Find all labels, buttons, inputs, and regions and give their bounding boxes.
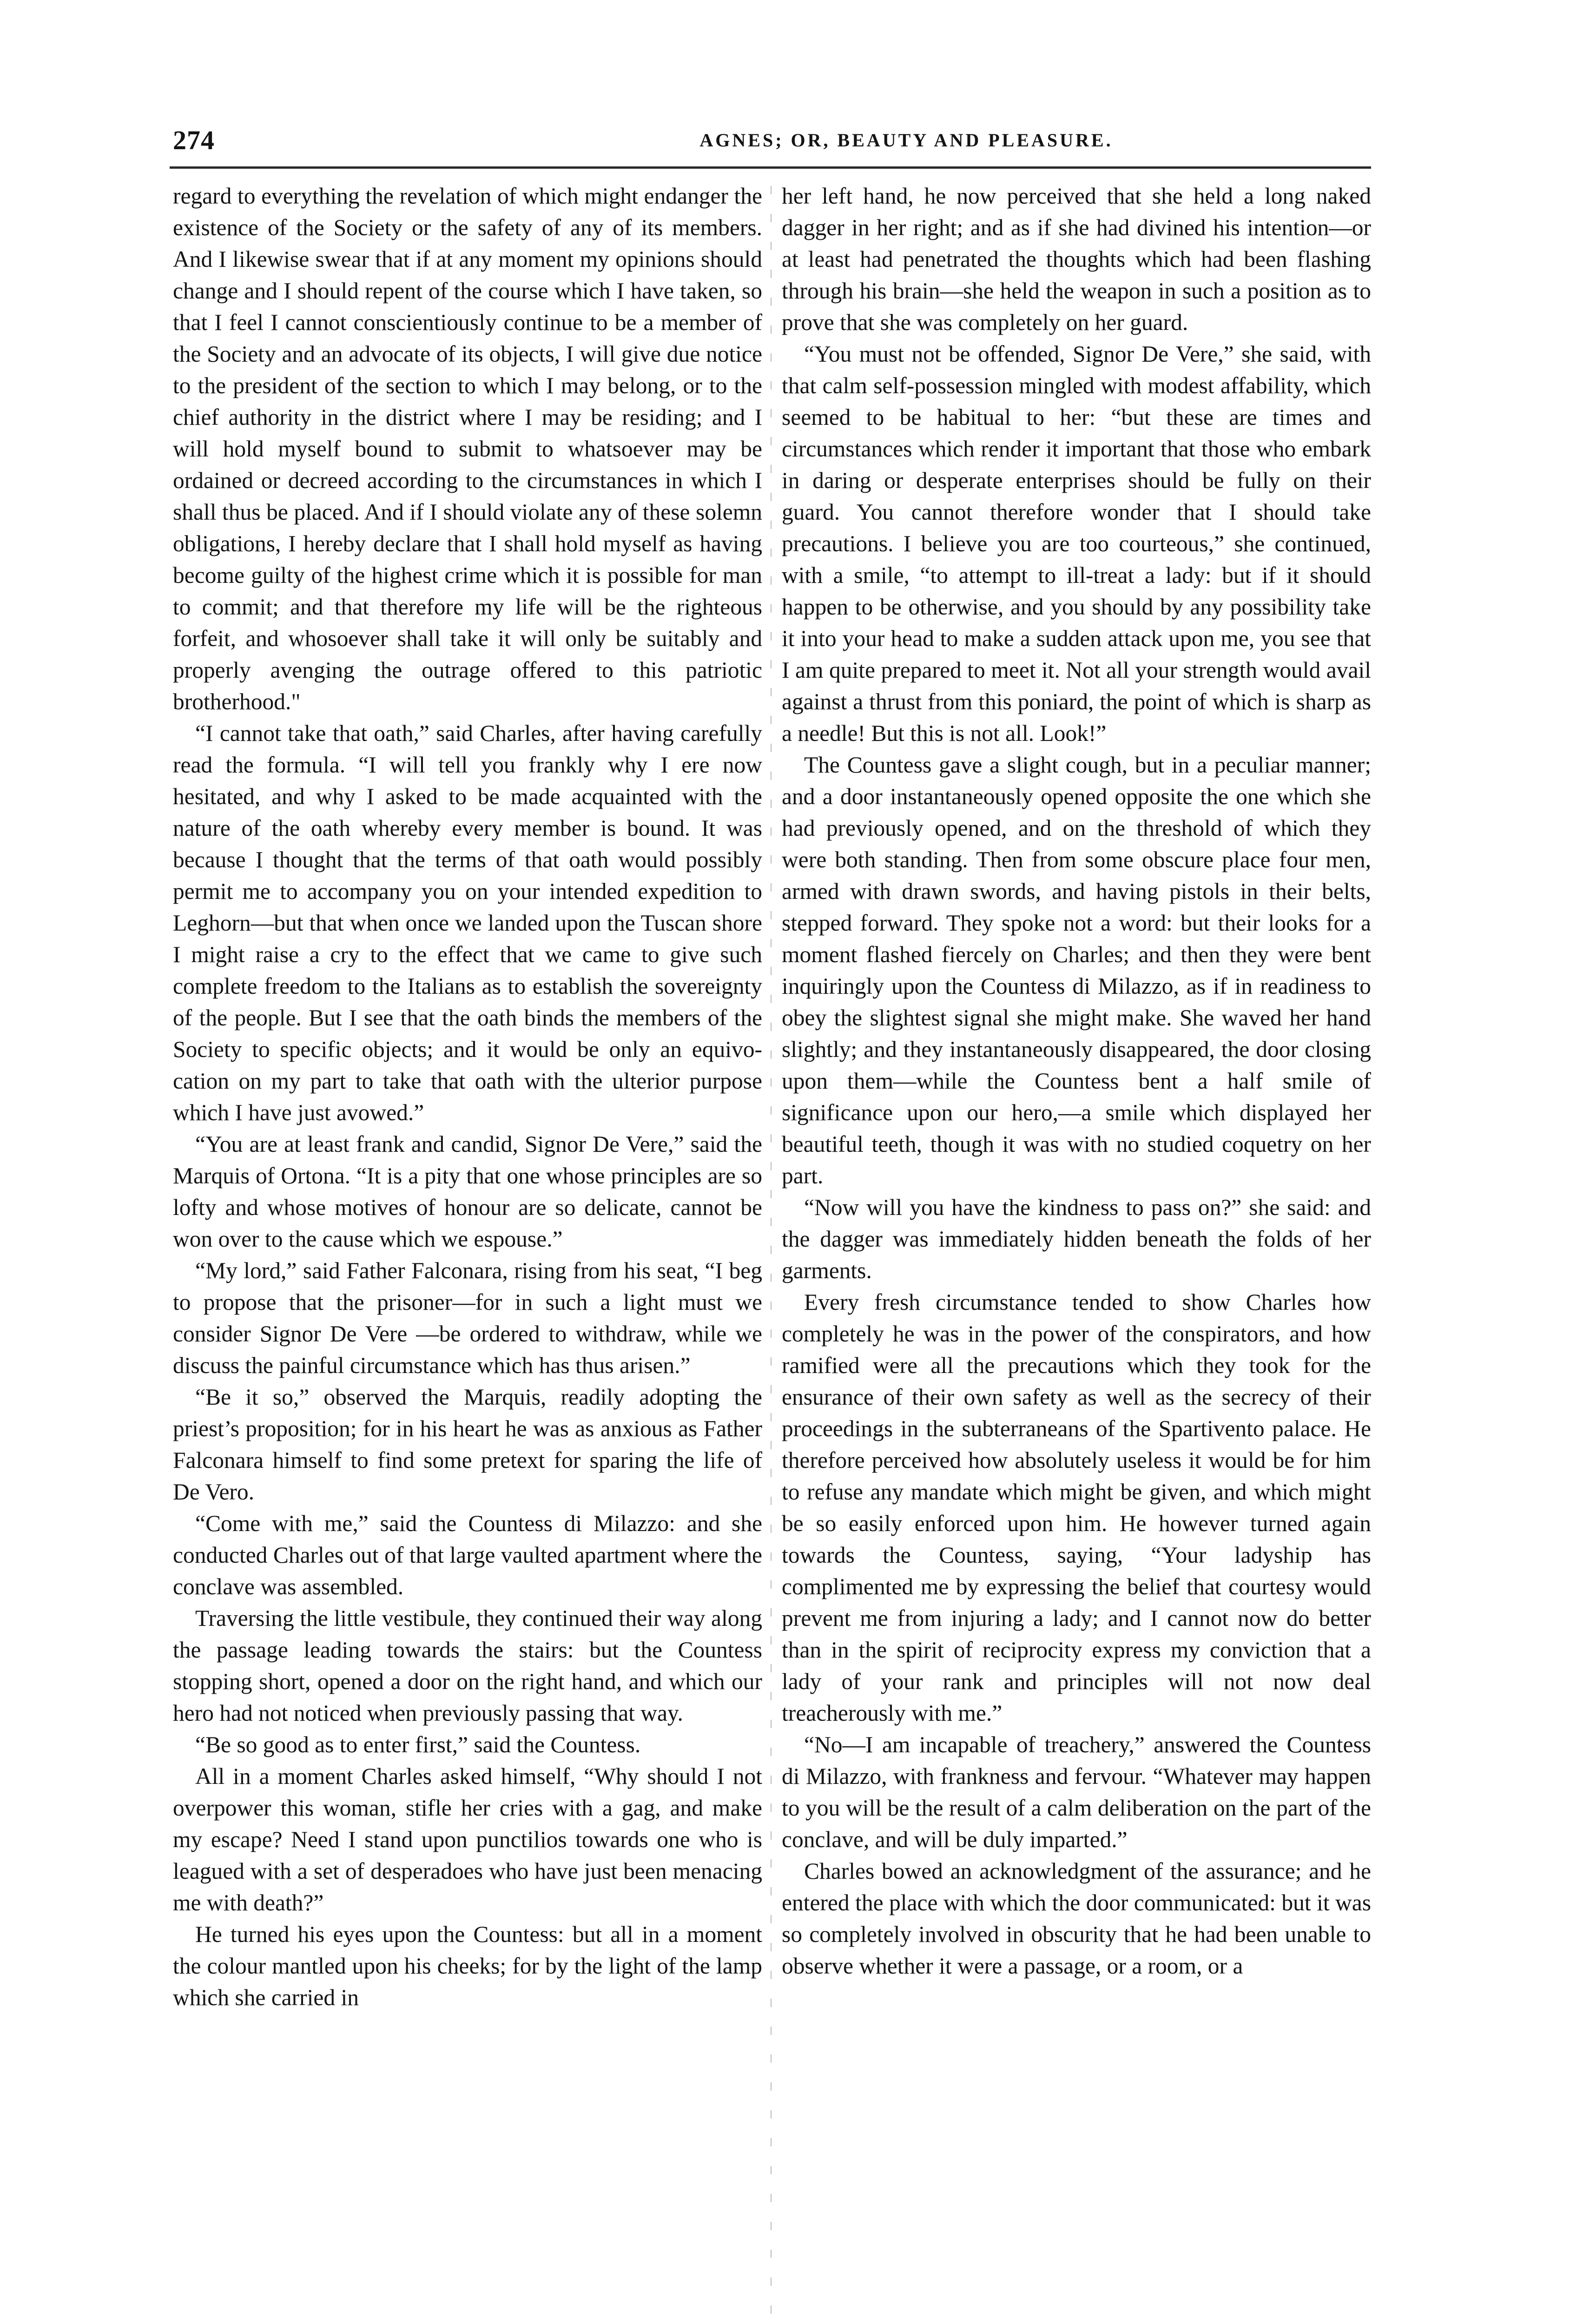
paragraph: All in a moment Charles asked himself, “Why should I not overpower this woman, stifle her cries with a gag, and make my escape? Need I stand upon punctilios towards one who is leagued with a set of desperadoes who have just been menacing me with death?” [173, 1763, 762, 1915]
page-number: 274 [173, 125, 215, 155]
paragraph: Traversing the little vestibule, they continued their way along the passage leading towards the stairs: but the Countess stopping short, opened a door on the right hand, and which our hero had not noticed when previously passing that way. [173, 1605, 762, 1726]
header-rule [170, 166, 1371, 169]
paragraph: “Now will you have the kindness to pass on?” she said: and the dagger was immediately hidden beneath the folds of her garments. [782, 1195, 1371, 1283]
paragraph: “Be so good as to enter first,” said the Countess. [195, 1732, 641, 1757]
paragraph: Charles bowed an acknowledgment of the assurance; and he entered the place with which the door communicated: but it was so completely involved in obscurity that he had been unable to observe whether it were a passage, or a room, or a [782, 1858, 1371, 1979]
paragraph: “I cannot take that oath,” said Charles, after having carefully read the formula. “I will tell you frankly why I ere now hesitated, and why I asked to be made acquainted with the nature of the oath whereby every member is bound. It was because I thought that the terms of that oath would possibly permit me to accompany you on your intended expedition to Leghorn—but that when once we landed upon the Tuscan shore I might raise a cry to the effect that we came to give such complete freedom to the Italians as to establish the sovereignty of the people. But I see that the oath binds the members of the Society to specific objects; and it would be only an equivocation on my part to take that oath with the ulterior purpose which I have just avowed.” [173, 720, 762, 1125]
right-column [782, 180, 1371, 1982]
paragraph: “Come with me,” said the Countess di Milazzo: and she conducted Charles out of that large vaulted apartment where the conclave was assembled. [173, 1511, 762, 1599]
paragraph: “You must not be offended, Signor De Vere,” she said, with that calm self-possession mingled with modest affability, which seemed to be habitual to her: “but these are times and circumstances which render it important that those who embark in daring or desperate enterprises should be fully on their guard. You cannot therefore wonder that I should take precautions. I believe you are too courteous,” she continued, with a smile, “to attempt to ill-treat a lady: but if it should happen to be otherwise, and you should by any possibility take it into your head to make a sudden attack upon me, you see that I am quite prepared to meet it. Not all your strength would avail against a thrust from this poniard, the point of which is sharp as a needle! But this is not all. Look!” [782, 341, 1371, 746]
paragraph: “You are at least frank and candid, Signor De Vere,” said the Marquis of Ortona. “It is a pity that one whose principles are so lofty and whose motives of honour are so delicate, cannot be won over to the cause which we espouse.” [173, 1131, 762, 1252]
column-divider [771, 186, 772, 2324]
running-title: AGNES; OR, BEAUTY AND PLEASURE. [699, 130, 1113, 151]
paragraph: regard to everything the revelation of which might endanger the existence of the Society or the safety of any of its members. And I likewise swear that if at any moment my opinions should change and I should repent of the course which I have taken, so that I feel I cannot conscientiously continue to be a member of the Society and an advocate of its objects, I will give due notice to the president of the section to which I may belong, or to the chief authority in the district where I may be residing; and I will hold myself bound to submit to whatsoever may be ordained or decreed according to the circumstances in which I shall thus be placed. And if I should violate any of these solemn obligations, I hereby declare that I shall hold myself as having become guilty of the highest crime which it is possible for man to commit; and that therefore my life will be the righteous forfeit, and whosoever shall take it will only be suitably and properly avenging the outrage offered to this patriotic brotherhood." [173, 183, 762, 714]
paragraph: “Be it so,” observed the Marquis, readily adopting the priest’s proposition; for in his heart he was as anxious as Father Falconara himself to find some pretext for sparing the life of De Vero. [173, 1384, 762, 1505]
paragraph: He turned his eyes upon the Countess: but all in a moment the colour mantled upon his cheeks; for by the light of the lamp which she carried in [173, 1921, 762, 2010]
paragraph: “No—I am incapable of treachery,” answered the Countess di Milazzo, with frankness and fervour. “Whatever may happen to you will be the result of a calm deliberation on the part of the conclave, and will be duly imparted.” [782, 1732, 1371, 1852]
paragraph: Every fresh circumstance tended to show Charles how completely he was in the power of the conspirators, and how ramified were all the precautions which they took for the ensurance of their own safety as well as the secrecy of their proceedings in the subterraneans of the Spartivento palace. He therefore perceived how absolutely useless it would be for him to refuse any mandate which might be given, and which might be so easily enforced upon him. He however turned again towards the Countess, saying, “Your ladyship has complimented me by expressing the belief that courtesy would prevent me from injuring a lady; and I cannot now do better than in the spirit of reciprocity express my conviction that a lady of your rank and principles will not now deal treacherously with me.” [782, 1289, 1371, 1726]
paragraph: her left hand, he now perceived that she held a long naked dagger in her right; and as if she had divined his intention—or at least had penetrated the thoughts which had been flashing through his brain—she held the weapon in such a position as to prove that she was completely on her guard. [782, 183, 1371, 335]
paragraph: The Countess gave a slight cough, but in a peculiar manner; and a door instantaneously opened opposite the one which she had previously opened, and on the threshold of which they were both standing. Then from some obscure place four men, armed with drawn swords, and having pistols in their belts, stepped forward. They spoke not a word: but their looks for a moment flashed fiercely on Charles; and then they were bent inquiringly upon the Countess di Milazzo, as if in readiness to obey the slightest signal she might make. She waved her hand slightly; and they instantaneously disappeared, the door closing upon them—while the Countess bent a half smile of significance upon our hero,—a smile which displayed her beautiful teeth, though it was with no studied coquetry on her part. [782, 752, 1371, 1188]
left-column [173, 180, 762, 2014]
paragraph: “My lord,” said Father Falconara, rising from his seat, “I beg to propose that the prisoner—for in such a light must we consider Signor De Vere —be ordered to withdraw, while we discuss the painful circumstance which has thus arisen.” [173, 1258, 762, 1378]
